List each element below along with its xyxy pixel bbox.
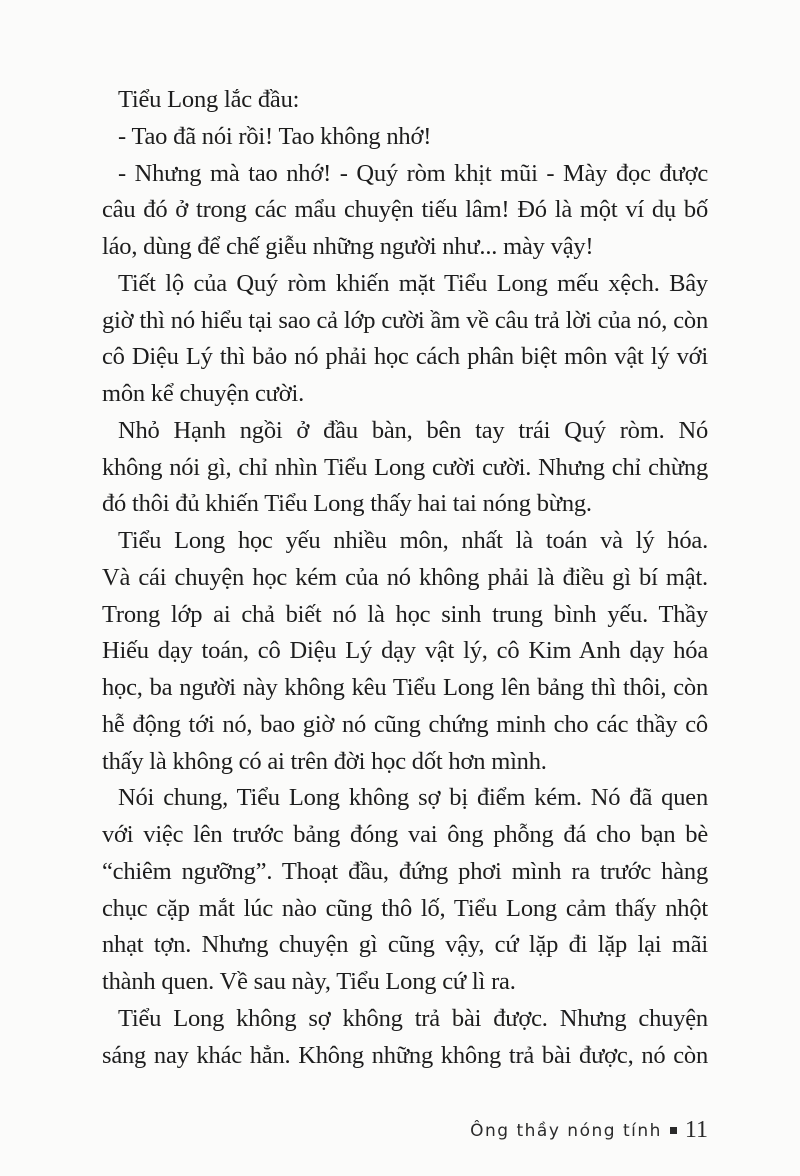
text-line: học, ba người này không kêu Tiểu Long lên bảng thì thôi, còn bbox=[102, 674, 708, 701]
text-line: - Nhưng mà tao nhớ! - Quý ròm khịt mũi - Mày đọc được bbox=[118, 159, 708, 187]
text-line: hễ động tới nó, bao giờ nó cũng chứng minh cho các thầy cô bbox=[102, 710, 708, 738]
separator-square-icon bbox=[670, 1127, 677, 1134]
text-line: nhạt tợn. Nhưng chuyện gì cũng vậy, cứ lặp đi lặp lại mãi bbox=[102, 931, 708, 959]
page-footer bbox=[470, 1117, 708, 1144]
page-number: 11 bbox=[684, 1117, 708, 1143]
text-line: câu đó ở trong các mẩu chuyện tiếu lâm! Đó là một ví dụ bố bbox=[102, 196, 708, 224]
running-title: Ông thầy nóng tính bbox=[470, 1120, 662, 1141]
text-line: thấy là không có ai trên đời học dốt hơn mình. bbox=[102, 747, 547, 775]
text-line: “chiêm ngưỡng”. Thoạt đầu, đứng phơi mình ra trước hàng bbox=[102, 857, 708, 885]
text-line: cô Diệu Lý thì bảo nó phải học cách phân biệt môn vật lý với bbox=[102, 343, 708, 371]
text-line: Nhỏ Hạnh ngồi ở đầu bàn, bên tay trái Quý ròm. Nó bbox=[118, 416, 708, 444]
text-line: Nói chung, Tiểu Long không sợ bị điểm kém. Nó đã quen bbox=[118, 784, 708, 812]
text-line: Trong lớp ai chả biết nó là học sinh trung bình yếu. Thầy bbox=[102, 600, 708, 628]
text-line: - Tao đã nói rồi! Tao không nhớ! bbox=[118, 122, 432, 150]
text-line: với việc lên trước bảng đóng vai ông phỗng đá cho bạn bè bbox=[102, 821, 708, 848]
text-line: thành quen. Về sau này, Tiểu Long cứ lì ra. bbox=[102, 968, 516, 995]
text-line: giờ thì nó hiểu tại sao cả lớp cười ầm về câu trả lời của nó, còn bbox=[102, 306, 708, 334]
text-line: sáng nay khác hẳn. Không những không trả bài được, nó còn bbox=[102, 1041, 708, 1069]
text-line: Tiểu Long lắc đầu: bbox=[118, 86, 300, 113]
text-line: môn kể chuyện cười. bbox=[102, 380, 305, 407]
text-line: láo, dùng để chế giễu những người như... mày vậy! bbox=[102, 233, 594, 260]
text-line: Tiết lộ của Quý ròm khiến mặt Tiểu Long mếu xệch. Bây bbox=[118, 269, 708, 297]
text-line: chục cặp mắt lúc nào cũng thô lố, Tiểu Long cảm thấy nhột bbox=[102, 894, 708, 922]
text-line: Và cái chuyện học kém của nó không phải là điều gì bí mật. bbox=[102, 563, 708, 591]
text-line: Tiểu Long học yếu nhiều môn, nhất là toán và lý hóa. bbox=[118, 527, 708, 554]
text-line: không nói gì, chỉ nhìn Tiểu Long cười cười. Nhưng chỉ chừng bbox=[102, 453, 708, 481]
text-line: đó thôi đủ khiến Tiểu Long thấy hai tai nóng bừng. bbox=[102, 490, 592, 518]
text-line: Tiểu Long không sợ không trả bài được. Nhưng chuyện bbox=[118, 1004, 708, 1032]
text-line: Hiếu dạy toán, cô Diệu Lý dạy vật lý, cô Kim Anh dạy hóa bbox=[102, 637, 708, 665]
